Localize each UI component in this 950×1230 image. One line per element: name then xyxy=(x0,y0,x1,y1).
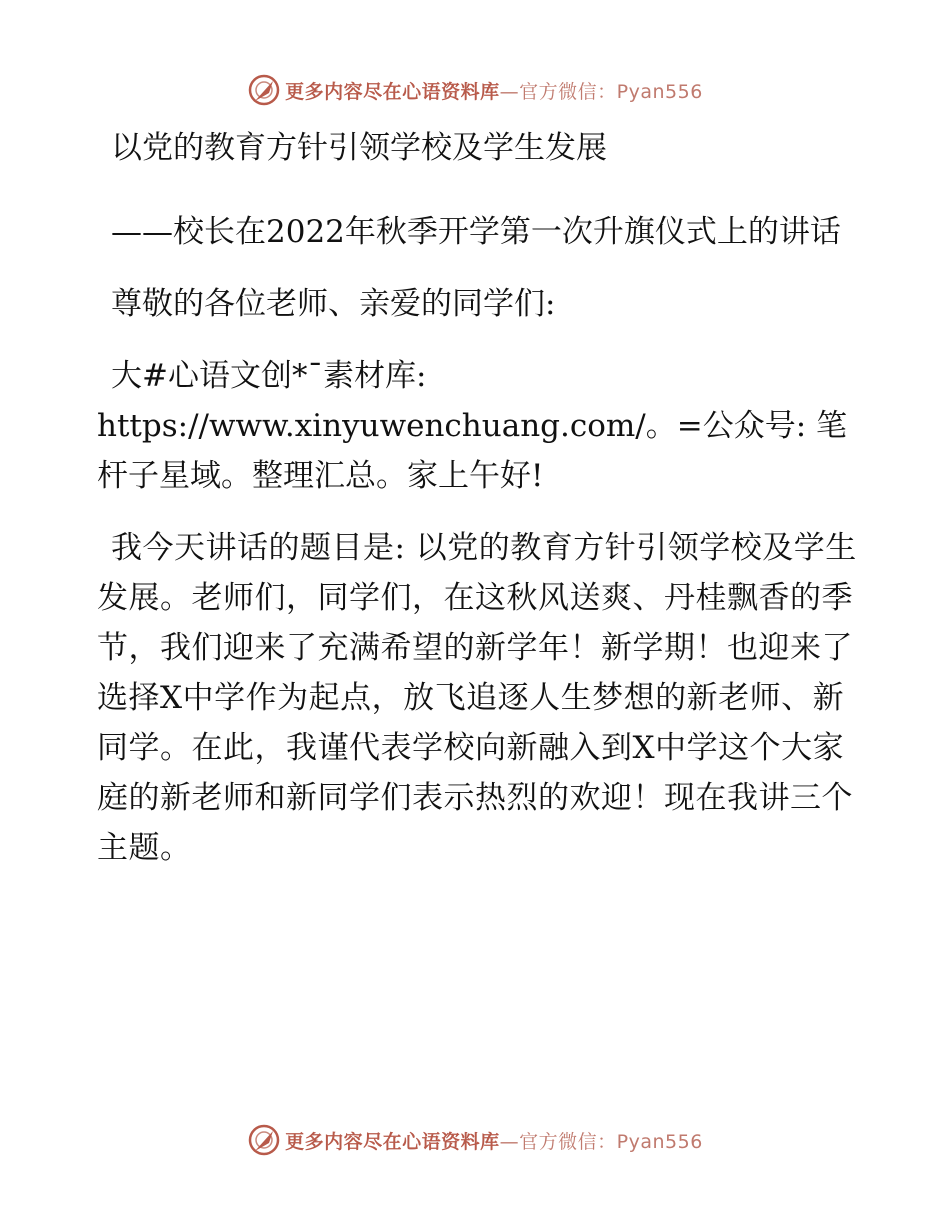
document-title: 以党的教育方针引领学校及学生发展 xyxy=(111,130,607,166)
watermark-site-text: 更多内容尽在心语资料库 xyxy=(285,1130,500,1153)
footer-watermark xyxy=(0,1120,950,1160)
body-paragraph: 我今天讲话的题目是: 以党的教育方针引领学校及学生发展。老师们，同学们，在这秋风送爽、丹桂飘香的季节，我们迎来了充满希望的新学年！新学期！也迎来了选择X中学作为起点，放飞追逐人生梦想的新老师、新同学。在此，我谨代表学校向新融入到X中学这个大家庭的新老师和新同学们表示热烈的欢迎！现在我讲三个主题。 xyxy=(97,530,857,866)
salutation: 尊敬的各位老师、亲爱的同学们: xyxy=(111,286,556,322)
watermark-contact-text: —官方微信：Pyan556 xyxy=(499,1130,703,1153)
quill-seal-icon xyxy=(247,73,281,107)
watermark-site-text: 更多内容尽在心语资料库 xyxy=(285,80,500,103)
header-watermark xyxy=(0,70,950,110)
document-subtitle: ——校长在2022年秋季开学第一次升旗仪式上的讲话 xyxy=(111,214,841,250)
promo-paragraph: 大#心语文创*¯素材库: https://www.xinyuwenchuang.com/。=公众号: 笔杆子星域。整理汇总。家上午好! xyxy=(97,358,848,494)
watermark-contact-text: —官方微信：Pyan556 xyxy=(499,80,703,103)
quill-seal-icon xyxy=(247,1123,281,1157)
document-body xyxy=(97,120,857,873)
